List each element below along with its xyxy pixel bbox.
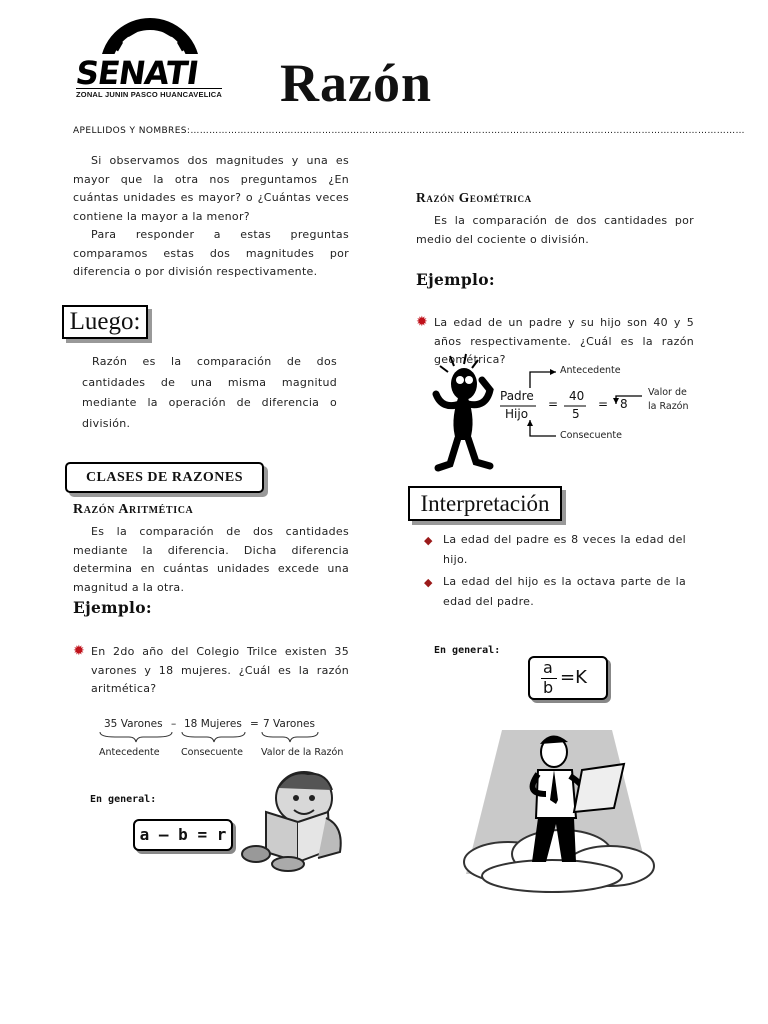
- equation-result: 7 Varones: [263, 718, 315, 730]
- geometric-ratio-diagram: [496, 360, 706, 450]
- geometrica-text: Es la comparación de dos cantidades por medio del cociente o división.: [416, 214, 694, 246]
- denominator-word: Hijo: [505, 407, 529, 421]
- numerator-word: Padre: [500, 389, 534, 403]
- antecedente-label: Antecedente: [560, 365, 621, 376]
- interpretacion-box: [408, 486, 562, 521]
- aritmetica-text: Es la comparación de dos cantidades mediante la diferencia. Dicha diferencia determina en cuántas unidades excede una magnitud a la otra.: [73, 525, 349, 594]
- luego-box: [62, 305, 148, 339]
- arrow-bullet-icon: ◆: [424, 534, 433, 547]
- ratio-result: 8: [620, 397, 628, 411]
- equation-antecedent: 35 Varones: [104, 718, 163, 730]
- formula-numerator: a: [543, 658, 553, 677]
- ejemplo-geometrica-title: Ejemplo:: [416, 270, 495, 289]
- label-antecedente: Antecedente: [99, 747, 160, 758]
- logo-text: SENATI: [73, 54, 201, 92]
- boy-reading-clipart: [238, 766, 350, 872]
- formula-k: =K: [560, 667, 587, 688]
- arithmetic-equation: [95, 716, 365, 766]
- interpretacion-item-text: La edad del hijo es la octava parte de la edad del padre.: [443, 575, 686, 608]
- equation-equals: =: [250, 718, 259, 730]
- general-label-arit: En general:: [90, 794, 157, 805]
- equals-sign-2: =: [598, 397, 609, 411]
- intro-paragraph-1: Si observamos dos magnitudes y una es mayor que la otra nos preguntamos ¿En cuántas unidades es mayor? o ¿Cuántas veces contiene la mayor a la menor?: [73, 154, 349, 223]
- intro-paragraph-2: Para responder a estas preguntas comparamos estas dos magnitudes por diferencia o por división respectivamente.: [73, 228, 349, 278]
- starburst-bullet-icon: ✹: [416, 314, 429, 330]
- label-valor-razon: Valor de la Razón: [261, 747, 344, 758]
- valor-razon-line-1: Valor de: [648, 387, 687, 398]
- equation-consequent: 18 Mujeres: [184, 718, 242, 730]
- student-name-field[interactable]: APELLIDOS Y NOMBRES:……………………………………………………………………………………………………………………………………………………………: [73, 126, 745, 136]
- razon-definition: Razón es la comparación de dos cantidades de una misma magnitud mediante la operación de diferencia o división.: [82, 355, 337, 430]
- ejemplo-aritmetica-item: [73, 643, 349, 699]
- intro-text: [73, 152, 349, 282]
- general-label-geo: En general:: [434, 645, 501, 656]
- equals-sign-1: =: [548, 397, 559, 411]
- interpretacion-list: [424, 530, 686, 612]
- label-consecuente: Consecuente: [181, 747, 243, 758]
- interpretacion-item-text: La edad del padre es 8 veces la edad del hijo.: [443, 533, 686, 566]
- formula-denominator: b: [543, 678, 554, 697]
- aritmetica-title: Razón Aritmética: [73, 502, 194, 517]
- ejemplo-aritmetica-title: Ejemplo:: [73, 598, 152, 617]
- ejemplo-geometrica-text: La edad de un padre y su hijo son 40 y 5 años respectivamente. ¿Cuál es la razón geométrica?: [434, 316, 694, 366]
- geometrica-title: Razón Geométrica: [416, 190, 532, 205]
- clases-box: [65, 462, 264, 493]
- interpretacion-title: Interpretación: [420, 491, 550, 516]
- interpretacion-item: [424, 572, 686, 612]
- logo-subtitle: ZONAL JUNIN PASCO HUANCAVELICA: [76, 90, 223, 99]
- valor-razon-line-2: la Razón: [648, 401, 689, 412]
- formula-box-arit: [133, 819, 233, 851]
- man-on-cloud-clipart: [452, 724, 664, 900]
- underbraces: [95, 730, 365, 744]
- formula-box-geo: [528, 656, 608, 700]
- denominator-value: 5: [572, 407, 580, 421]
- equation-minus: –: [171, 718, 177, 730]
- numerator-value: 40: [569, 389, 585, 403]
- formula-arit: a – b = r: [139, 825, 227, 844]
- arrow-bullet-icon: ◆: [424, 576, 433, 589]
- clases-title: CLASES DE RAZONES: [85, 470, 244, 485]
- starburst-bullet-icon: ✹: [73, 643, 86, 659]
- luego-title: Luego:: [69, 308, 141, 335]
- thinking-stick-figure: [420, 352, 502, 476]
- consecuente-label: Consecuente: [560, 430, 622, 441]
- interpretacion-item: [424, 530, 686, 570]
- ejemplo-aritmetica-text: En 2do año del Colegio Trilce existen 35 varones y 18 mujeres. ¿Cuál es la razón aritmética?: [91, 645, 349, 695]
- senati-logo: [70, 28, 230, 100]
- page-title: Razón: [280, 53, 432, 113]
